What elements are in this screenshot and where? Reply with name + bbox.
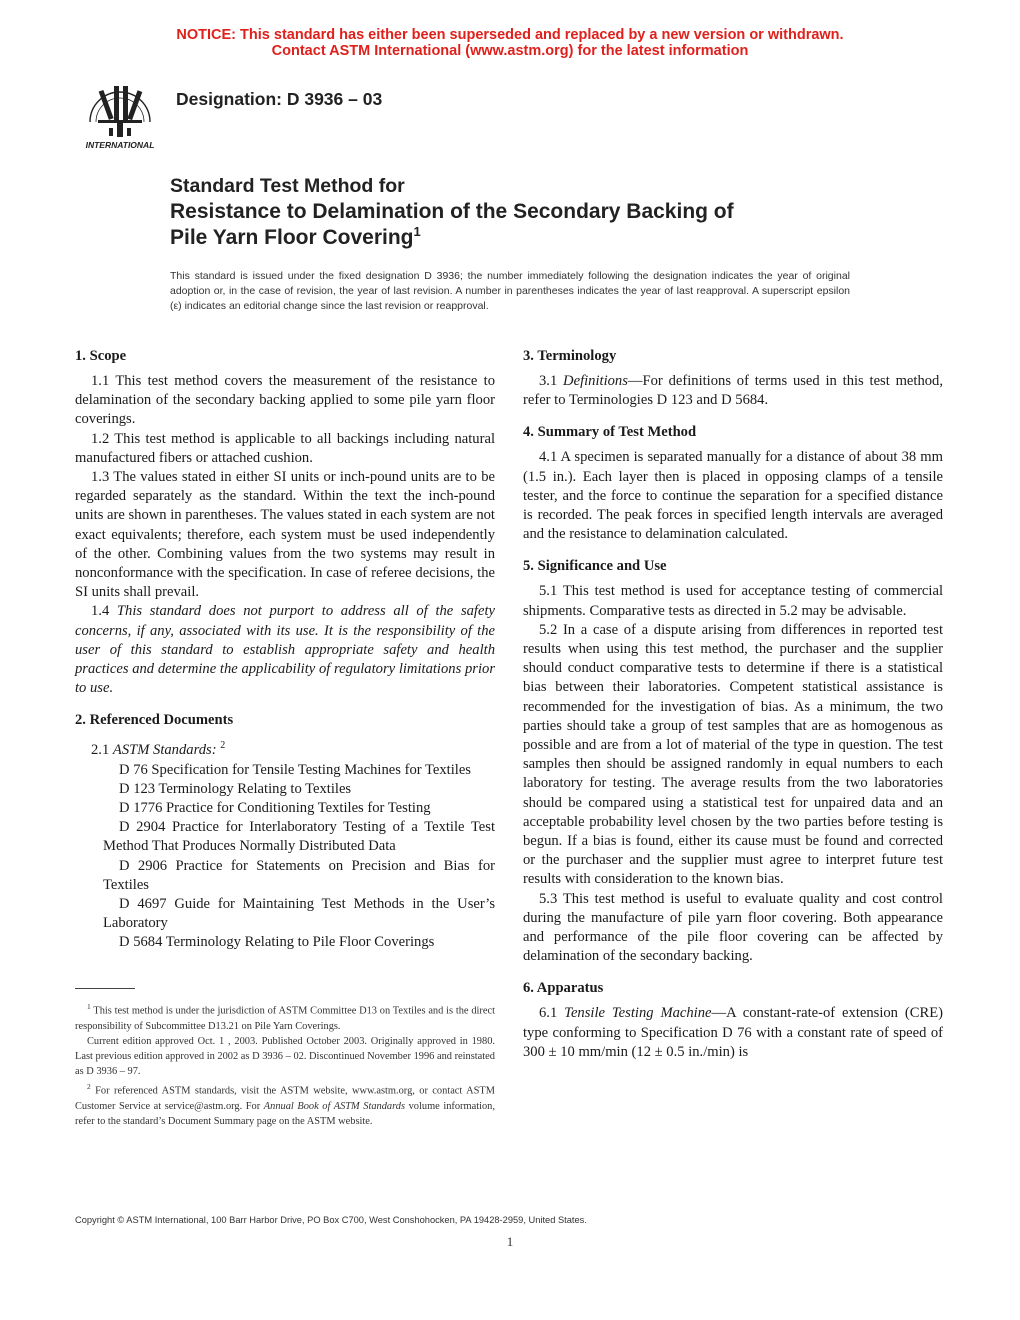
section-significance xyxy=(523,557,943,966)
section-heading: 2. Referenced Documents xyxy=(75,712,234,729)
astm-logo-icon xyxy=(76,76,164,152)
paragraph xyxy=(523,372,943,410)
paragraph: 5.3 This test method is useful to evaluate quality and cost control during the manufacture of pile yarn floor covering. Both appearance and performance of the pile floor covering can be affected by delamination of the secondary backing. xyxy=(523,890,943,965)
astm-logo xyxy=(76,76,164,152)
footnote-text: This test method is under the jurisdiction of ASTM Committee D13 on Textiles and is the direct responsibility of Subcommittee D13.21 on Pile Yarn Coverings. xyxy=(75,1005,495,1032)
reference-item: D 123 Terminology Relating to Textiles xyxy=(119,780,352,797)
footnote-emphasis: Annual Book of ASTM Standards xyxy=(263,1101,406,1113)
section-heading: 1. Scope xyxy=(75,348,127,364)
paragraph-text: —For definitions of terms used in this test method, refer to Terminologies D 123 and D 5684. xyxy=(523,373,943,409)
section-heading: 5. Significance and Use xyxy=(523,558,667,575)
reference-item: D 76 Specification for Tensile Testing Machines for Textiles xyxy=(119,761,471,778)
reference-item: D 2904 Practice for Interlaboratory Testing of a Textile Test Method That Produces Normally Distributed Data xyxy=(103,819,495,855)
title-line-3: Pile Yarn Floor Covering xyxy=(170,226,414,249)
paragraph-number: 3.1 xyxy=(539,373,558,389)
paragraph-text: —A constant-rate-of extension (CRE) type conforming to Specification D 76 with a constant rate of speed of 300 ± 10 mm/min (12 ± 0.5 in./min) is xyxy=(523,1005,943,1060)
paragraph-number: 2.1 xyxy=(91,742,110,759)
footnote-text: For referenced ASTM standards, visit the ASTM website, www.astm.org, or contact ASTM Customer Service at service@astm.org. For xyxy=(75,1085,495,1113)
issue-note: This standard is issued under the fixed designation D 3936; the number immediately following the designation indicates the year of original adoption or, in the case of revision, the year of last revision. A number in parentheses indicates the year of last reapproval. A superscript epsilon (ε) indicates an editorial change since the last revision or reapproval. xyxy=(170,270,850,312)
footnote-divider xyxy=(75,988,135,989)
title-line-1: Standard Test Method for xyxy=(170,175,405,197)
paragraph: 5.2 In a case of a dispute arising from differences in reported test results when using this test method, the purchaser and the supplier should conduct comparative tests to determine if there is a statistical bias between their laboratories. Competent statistical assistance is recommended for the investigation of bias. As a minimum, the two parties should take a group of test samples that are as homogenous as possible and are from a lot of material of the type in question. The test samples then should be assigned randomly in equal numbers to each laboratory for testing. The average results from the two laboratories should be compared using a statistical test for unpaired data and an acceptable probability level chosen by the two parties before testing is begun. If a bias is found, either its cause must be found and corrected or the purchaser and the supplier must agree to interpret future test results with consideration to the known bias. xyxy=(523,621,943,888)
subsection-label: ASTM Standards: xyxy=(112,742,217,759)
footnotes xyxy=(75,999,495,1130)
right-column xyxy=(523,347,943,1075)
section-apparatus xyxy=(523,979,943,1062)
section-scope xyxy=(75,347,495,698)
notice-line-2: Contact ASTM International (www.astm.org) for the latest information xyxy=(271,43,749,59)
section-summary xyxy=(523,423,943,544)
footnote-1 xyxy=(75,999,495,1034)
term-label: Definitions xyxy=(563,373,628,389)
paragraph: 1.2 This test method is applicable to all backings including natural manufactured fibers or attached cushion. xyxy=(75,430,495,466)
footnote-2 xyxy=(75,1079,495,1129)
footnote-text: volume information, refer to the standard’s Document Summary page on the ASTM website. xyxy=(75,1101,495,1128)
footnote-mark: 2 xyxy=(220,740,226,752)
notice-line-1: NOTICE: This standard has either been superseded and replaced by a new version or withdrawn. xyxy=(176,27,844,43)
reference-item: D 1776 Practice for Conditioning Textiles for Testing xyxy=(119,799,431,816)
paragraph: 5.1 This test method is used for acceptance testing of commercial shipments. Comparative tests as directed in 5.2 may be advisable. xyxy=(523,583,943,619)
term-label: Tensile Testing Machine xyxy=(564,1005,712,1022)
paragraph: 4.1 A specimen is separated manually for a distance of about 38 mm (1.5 in.). Each layer then is placed in opposing clamps of a tensile tester, and the force to continue the separation for a specified distance is recorded. The peak forces in specified length intervals are averaged and the resistance to delamination calculated. xyxy=(523,449,943,543)
paragraph xyxy=(75,602,495,698)
section-heading: 3. Terminology xyxy=(523,348,617,364)
footnote-mark: 1 xyxy=(87,1002,91,1011)
reference-item: D 2906 Practice for Statements on Precision and Bias for Textiles xyxy=(103,857,495,893)
page-number: 1 xyxy=(506,1234,514,1249)
reference-item: D 5684 Terminology Relating to Pile Floor Coverings xyxy=(119,934,435,951)
section-heading: 4. Summary of Test Method xyxy=(523,424,697,441)
safety-statement: This standard does not purport to address all of the safety concerns, if any, associated with its use. It is the responsibility of the user of this standard to establish appropriate safety and health practices and determine the applicability of regulatory limitations prior to use. xyxy=(75,603,495,697)
paragraph-number: 6.1 xyxy=(539,1005,558,1022)
section-heading: 6. Apparatus xyxy=(523,980,604,997)
paragraph xyxy=(75,736,495,760)
logo-wordmark: INTERNATIONAL xyxy=(85,140,155,150)
title-line-2: Resistance to Delamination of the Secondary Backing of xyxy=(170,200,734,223)
section-terminology xyxy=(523,347,943,410)
footnote-1-continued: Current edition approved Oct. 1 , 2003. Published October 2003. Originally approved in 1980. Last previous edition approved in 2002 as D 3936 – 02. Discontinued November 1996 and reinstated as D 3936 – 97. xyxy=(75,1035,495,1078)
paragraph-number: 1.4 xyxy=(91,603,110,620)
paragraph: 1.3 The values stated in either SI units or inch-pound units are to be regarded separately as the standard. Within the text the inch-pound units are shown in parentheses. The values stated in each system are not exact equivalents; therefore, each system must be used independently of the other. Combining values from the two systems may result in nonconformance with the specification. In case of referee decisions, the SI units shall prevail. xyxy=(75,469,495,601)
withdrawal-notice xyxy=(0,27,1020,59)
reference-item: D 4697 Guide for Maintaining Test Methods in the User’s Laboratory xyxy=(103,895,495,932)
document-title xyxy=(170,199,870,251)
paragraph: 1.1 This test method covers the measurement of the resistance to delamination of the secondary backing applied to some pile yarn floor coverings. xyxy=(75,373,495,428)
left-column xyxy=(75,347,495,966)
section-referenced-documents xyxy=(75,711,495,952)
paragraph xyxy=(523,1004,943,1062)
copyright: Copyright © ASTM International, 100 Barr Harbor Drive, PO Box C700, West Conshohocken, PA 19428-2959, United States. xyxy=(75,1215,587,1225)
footnote-mark: 2 xyxy=(87,1082,91,1092)
title-footnote-mark: 1 xyxy=(413,224,421,239)
designation: Designation: D 3936 – 03 xyxy=(176,89,383,109)
